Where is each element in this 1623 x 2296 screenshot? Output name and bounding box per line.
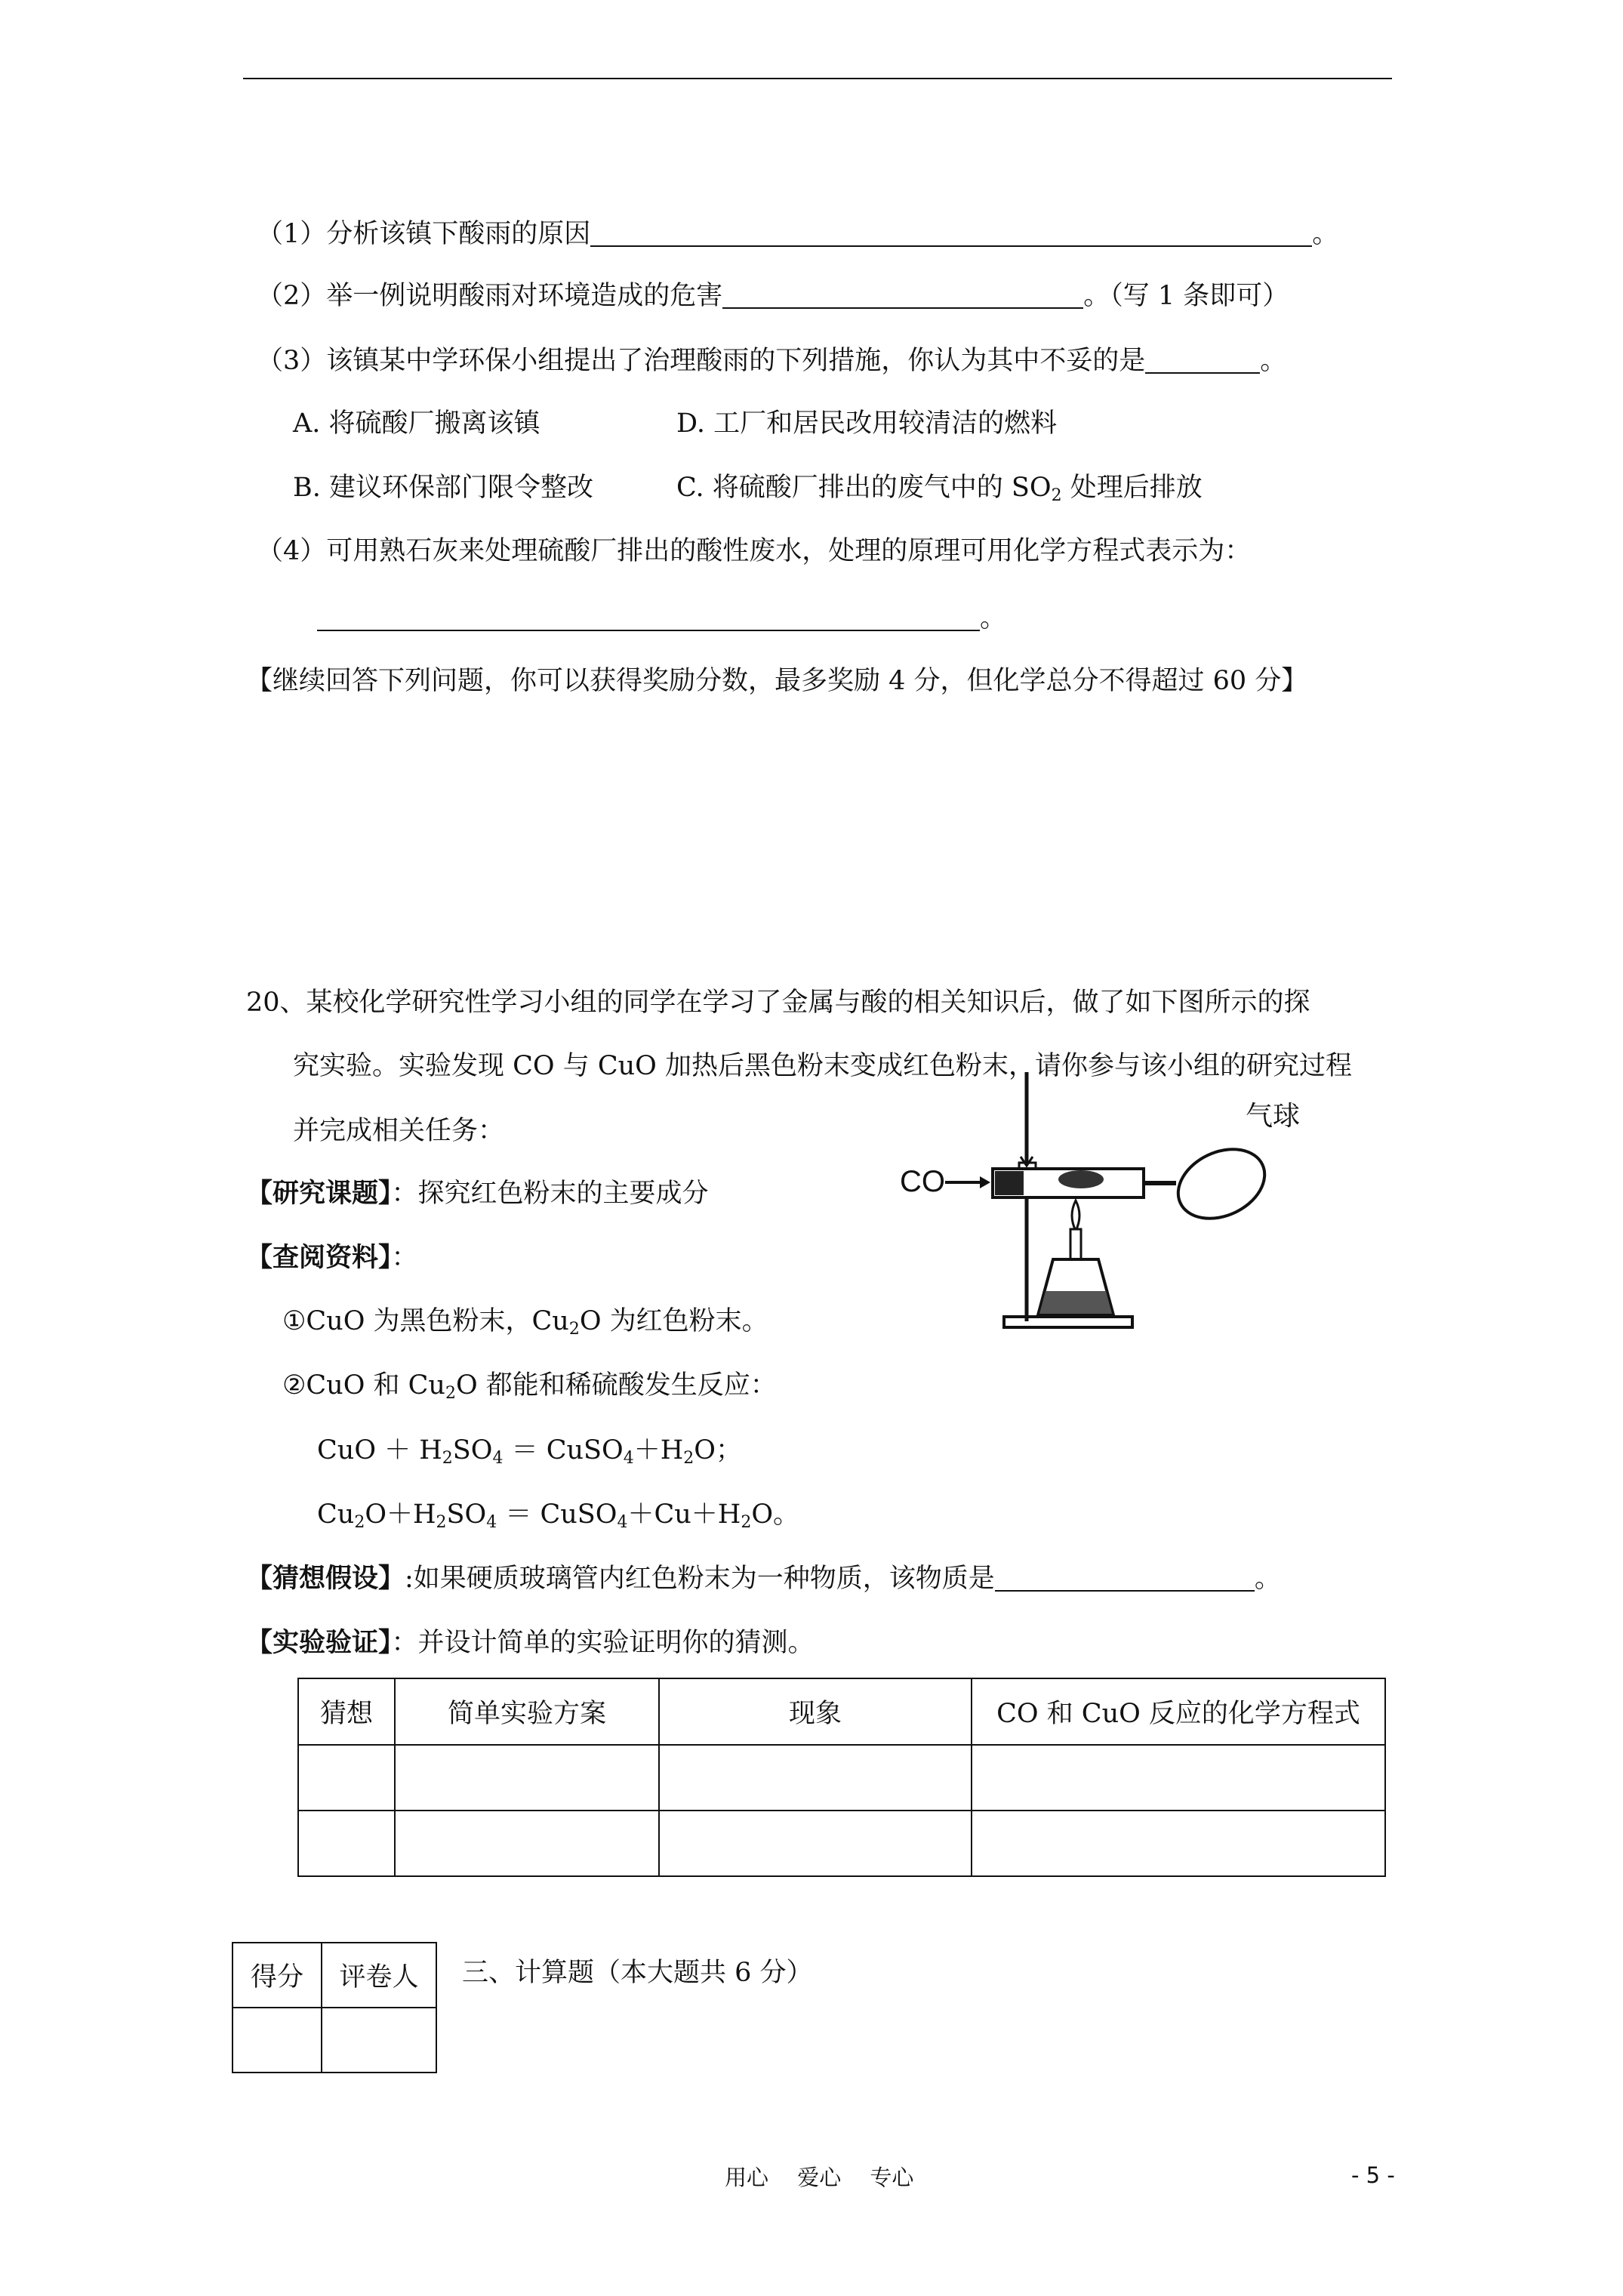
reference-heading: 【查阅资料】： (246, 1242, 418, 1273)
q19-part3: （3）该镇某中学环保小组提出了治理酸雨的下列措施，你认为其中不妥的是 。 (257, 346, 1287, 376)
table-cell[interactable] (972, 1745, 1385, 1811)
footer-motto: 用心 爱心 专心 (725, 2165, 914, 2190)
header-equation: CO 和 CuO 反应的化学方程式 (972, 1678, 1385, 1745)
table-cell[interactable] (972, 1811, 1385, 1876)
table-row (298, 1811, 1385, 1876)
answer-blank-substance[interactable] (995, 1564, 1255, 1592)
cuo-powder (1058, 1170, 1104, 1188)
hypothesis: 【猜想假设】:如果硬质玻璃管内红色粉末为一种物质，该物质是 。 (246, 1563, 1281, 1594)
section3-title: 三、计算题（本大题共 6 分） (462, 1958, 813, 1988)
apparatus-diagram (891, 1065, 1329, 1336)
page-number: - 5 - (1351, 2162, 1395, 2188)
grader-cell[interactable] (322, 2008, 436, 2073)
header-plan: 简单实验方案 (395, 1678, 659, 1745)
lamp-fuel (1039, 1291, 1112, 1314)
score-cell[interactable] (233, 2008, 322, 2073)
table-cell[interactable] (395, 1745, 659, 1811)
q19-part4-answer: 。 (317, 601, 1006, 636)
q20-intro-line1: 20、某校化学研究性学习小组的同学在学习了金属与酸的相关知识后，做了如下图所示的探 (246, 988, 1310, 1018)
table-cell[interactable] (298, 1745, 395, 1811)
header-guess: 猜想 (298, 1678, 395, 1745)
score-header: 得分 (233, 1943, 322, 2008)
table-cell[interactable] (659, 1745, 972, 1811)
option-a: A. 将硫酸厂搬离该镇 (293, 408, 540, 439)
answer-blank-harm[interactable] (722, 282, 1083, 309)
option-c: C. 将硫酸厂排出的废气中的 $SO_2$ 处理后排放 (676, 473, 1203, 505)
table-header-row (298, 1678, 1385, 1745)
tube-stopper (995, 1171, 1024, 1195)
table-cell[interactable] (659, 1811, 972, 1876)
option-b: B. 建议环保部门限令整改 (293, 473, 593, 503)
q20-intro-line3: 并完成相关任务： (293, 1116, 505, 1146)
verification: 【实验验证】：并设计简单的实验证明你的猜测。 (246, 1627, 815, 1658)
bonus-note: 【继续回答下列问题，你可以获得奖励分数，最多奖励 4 分，但化学总分不得超过 60 分】 (246, 666, 1308, 696)
equation-2: $Cu_2O+H_2SO_4$ ＝ $CuSO_4+Cu+H_2O$。 (317, 1499, 800, 1532)
reference-item-1: ①CuO 为黑色粉末，$Cu_2O$ 为红色粉末。 (282, 1306, 768, 1339)
co-label: CO (900, 1165, 945, 1198)
q20-intro-line2: 究实验。实验发现 CO 与 CuO 加热后黑色粉末变成红色粉末，请你参与该小组的研究过程 (293, 1051, 1352, 1081)
flame-icon (1072, 1200, 1079, 1231)
answer-blank-equation[interactable] (317, 604, 980, 631)
experiment-table (297, 1678, 1386, 1877)
table-cell[interactable] (395, 1811, 659, 1876)
header-rule (243, 78, 1392, 79)
arrow-head-icon (980, 1176, 990, 1188)
lamp-wick (1070, 1229, 1081, 1259)
table-cell[interactable] (298, 1811, 395, 1876)
research-topic: 【研究课题】：探究红色粉末的主要成分 (246, 1178, 709, 1209)
answer-blank-cause[interactable] (590, 220, 1312, 247)
table-row (298, 1745, 1385, 1811)
q19-part1: （1）分析该镇下酸雨的原因 。 (257, 219, 1339, 249)
reference-item-2: ②CuO 和 $Cu_2O$ 都能和稀硫酸发生反应： (282, 1370, 777, 1403)
stand-base (1004, 1317, 1132, 1327)
balloon-label: 气球 (1246, 1101, 1301, 1132)
header-phenomenon: 现象 (659, 1678, 972, 1745)
answer-blank-measure[interactable] (1145, 347, 1260, 374)
q19-part4: （4）可用熟石灰来处理硫酸厂排出的酸性废水，处理的原理可用化学方程式表示为： (257, 536, 1252, 566)
score-box (232, 1942, 437, 2073)
grader-header: 评卷人 (322, 1943, 436, 2008)
balloon (1167, 1136, 1276, 1232)
equation-1: CuO ＋ $H_2SO_4$ ＝ $CuSO_4+H_2O$； (317, 1435, 742, 1468)
option-d: D. 工厂和居民改用较清洁的燃料 (676, 408, 1058, 439)
q19-part2: （2）举一例说明酸雨对环境造成的危害 。（写 1 条即可） (257, 281, 1289, 311)
